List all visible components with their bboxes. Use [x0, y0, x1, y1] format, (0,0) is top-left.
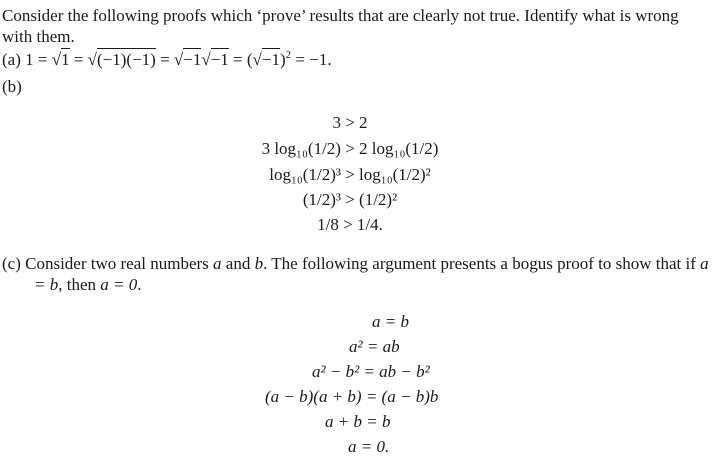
- var-b: b: [254, 254, 264, 273]
- part-c-line-6: a = 0.: [348, 437, 390, 456]
- eq-a-10: ): [279, 50, 286, 69]
- eq-a-3: =: [73, 50, 84, 69]
- part-c-line-5: a + b = b: [325, 412, 391, 431]
- eq-a-11: = −1.: [295, 50, 332, 69]
- part-c-line-2: a² = ab: [349, 337, 400, 356]
- part-c-line-1: a = b: [372, 312, 409, 331]
- eq-a-8: = (: [233, 50, 253, 69]
- sqrt-icon: √: [87, 50, 97, 69]
- part-c-condition: a = b: [34, 254, 709, 294]
- sqrt-icon: √: [173, 50, 184, 69]
- part-b-label: (b): [2, 77, 22, 96]
- part-c-text-2: . The following argument presents a bogus proof to show that if: [263, 254, 696, 273]
- part-c-result: a = 0: [100, 275, 138, 294]
- eq-a-4: (−1)(−1): [97, 50, 156, 69]
- sqrt-icon: √: [51, 50, 62, 69]
- eq-a-1: 1 =: [25, 50, 48, 69]
- part-b-line-3: log₁₀(1/2)³ > log₁₀(1/2)²: [269, 165, 431, 184]
- eq-a-5: =: [160, 50, 170, 69]
- eq-a-9: −1: [261, 50, 280, 69]
- part-b-line-5: 1/8 > 1/4.: [317, 215, 383, 234]
- part-c-text-1: Consider two real numbers: [25, 254, 209, 273]
- part-b-line-4: (1/2)³ > (1/2)²: [302, 190, 398, 209]
- part-c-line-3: a² − b² = ab − b²: [312, 362, 430, 381]
- sqrt-icon: √: [252, 50, 262, 69]
- part-c-label: (c): [2, 254, 21, 273]
- intro-paragraph: Consider the following proofs which ‘prove’ results that are clearly not true. Identify what is wrong with them.: [2, 6, 679, 46]
- eq-a-2: 1: [61, 50, 70, 69]
- part-c-period: .: [137, 275, 142, 294]
- var-a: a: [213, 254, 222, 273]
- eq-a-10-exp: 2: [285, 49, 292, 61]
- sqrt-icon: √: [201, 50, 211, 69]
- part-a-equation: [25, 50, 331, 69]
- eq-a-6: −1: [183, 50, 202, 69]
- part-c-line-4: (a − b)(a + b) = (a − b)b: [265, 387, 439, 406]
- part-c-then: , then: [58, 275, 97, 294]
- part-a: [2, 49, 696, 70]
- part-c-paragraph: [2, 253, 714, 295]
- part-a-label: (a): [2, 50, 21, 69]
- part-b-line-2: 3 log₁₀(1/2) > 2 log₁₀(1/2): [261, 139, 439, 158]
- eq-a-7: −1: [210, 50, 229, 69]
- part-c-and: and: [225, 254, 251, 273]
- part-b-line-1: 3 > 2: [332, 113, 368, 132]
